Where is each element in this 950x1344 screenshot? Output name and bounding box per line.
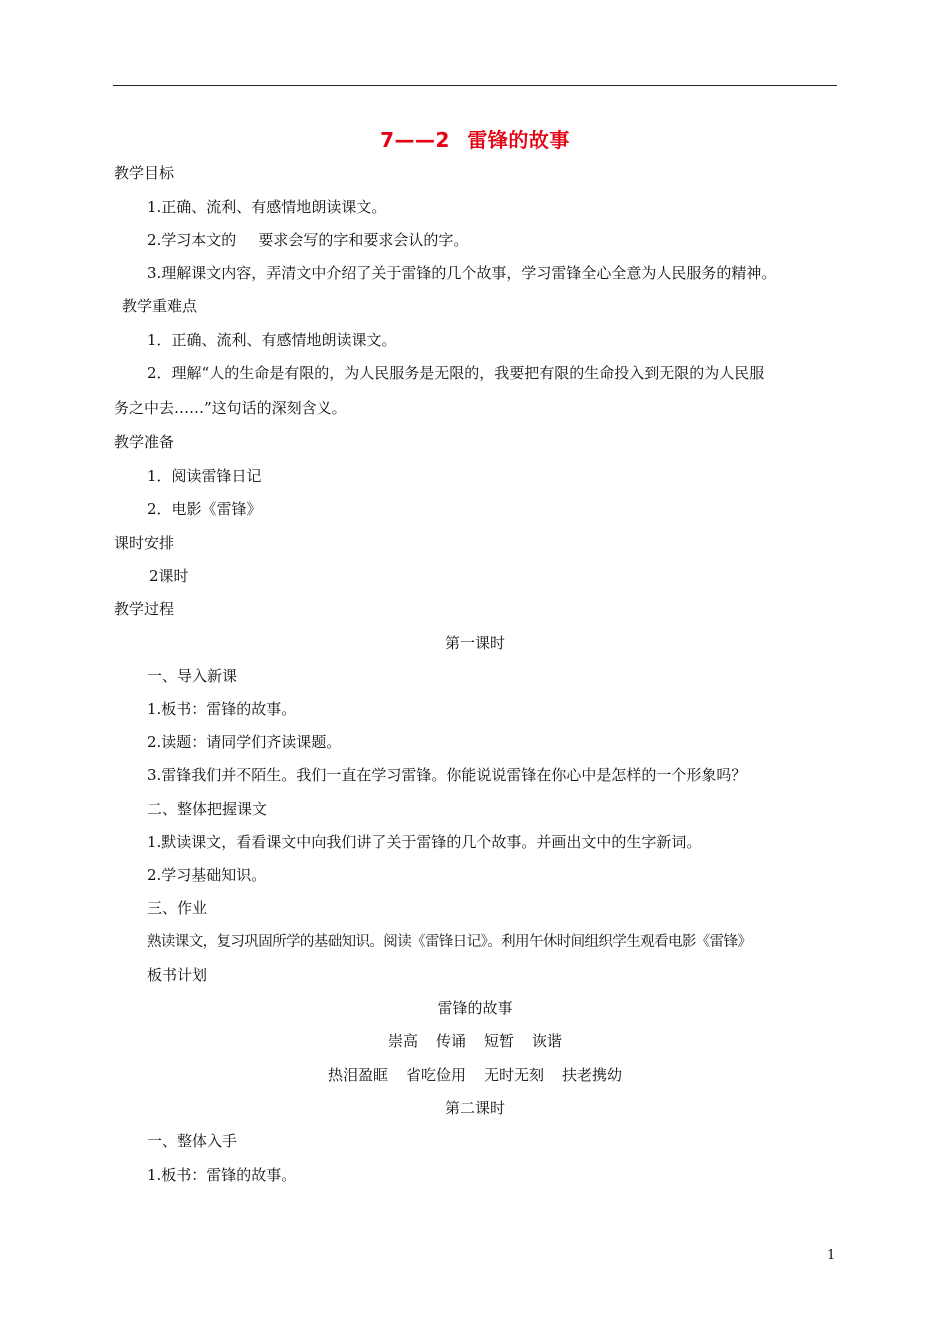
lesson1-line: 二、整体把握课文 bbox=[147, 800, 268, 818]
key-point-item-cont: 务之中去……”这句话的深刻含义。 bbox=[114, 399, 347, 417]
board-plan-heading: 板书计划 bbox=[147, 966, 208, 984]
lesson1-title: 第一课时 bbox=[444, 634, 505, 652]
lesson-title bbox=[0, 124, 950, 153]
board-words-row: 崇高 传诵 短暂 诙谐 bbox=[387, 1032, 563, 1050]
lesson2-line: 1.板书：雷锋的故事。 bbox=[147, 1166, 297, 1184]
page-number: 1 bbox=[827, 1248, 836, 1263]
lesson1-line: 一、导入新课 bbox=[147, 667, 238, 685]
lesson1-line: 熟读课文，复习巩固所学的基础知识。阅读《雷锋日记》。利用午休时间组织学生观看电影《雷锋》 bbox=[147, 934, 752, 950]
preparation-item: 2．电影《雷锋》 bbox=[147, 500, 262, 518]
key-point-item: 1．正确、流利、有感情地朗读课文。 bbox=[147, 331, 397, 349]
board-words-row: 热泪盈眶 省吃俭用 无时无刻 扶老携幼 bbox=[327, 1066, 623, 1084]
lesson-number: 7——2 bbox=[380, 128, 450, 152]
preparation-heading: 教学准备 bbox=[114, 433, 175, 451]
key-points-heading: 教学重难点 bbox=[122, 297, 198, 315]
lesson-title-text: 雷锋的故事 bbox=[467, 128, 570, 152]
lesson1-line: 3.雷锋我们并不陌生。我们一直在学习雷锋。你能说说雷锋在你心中是怎样的一个形象吗？ bbox=[147, 766, 747, 784]
lesson1-line: 1.板书：雷锋的故事。 bbox=[147, 700, 297, 718]
lesson1-line: 2.学习基础知识。 bbox=[147, 866, 267, 884]
lesson1-line: 2.读题：请同学们齐读课题。 bbox=[147, 733, 342, 751]
preparation-item: 1．阅读雷锋日记 bbox=[147, 467, 262, 485]
lesson2-line: 一、整体入手 bbox=[147, 1132, 238, 1150]
objective-item: 1.正确、流利、有感情地朗读课文。 bbox=[147, 198, 387, 216]
board-title: 雷锋的故事 bbox=[437, 999, 513, 1017]
lesson1-line: 三、作业 bbox=[147, 899, 208, 917]
objectives-heading: 教学目标 bbox=[114, 164, 175, 182]
schedule-value: 2课时 bbox=[149, 567, 189, 585]
schedule-heading: 课时安排 bbox=[114, 534, 175, 552]
lesson2-title: 第二课时 bbox=[444, 1099, 505, 1117]
lesson1-line: 1.默读课文，看看课文中向我们讲了关于雷锋的几个故事。并画出文中的生字新词。 bbox=[147, 833, 702, 851]
key-point-item: 2．理解“人的生命是有限的，为人民服务是无限的，我要把有限的生命投入到无限的为人民服 bbox=[147, 364, 765, 382]
objective-item: 2.学习本文的 要求会写的字和要求会认的字。 bbox=[147, 231, 469, 249]
header-rule bbox=[113, 85, 837, 86]
objective-item: 3.理解课文内容，弄清文中介绍了关于雷锋的几个故事，学习雷锋全心全意为人民服务的精神。 bbox=[147, 264, 777, 282]
process-heading: 教学过程 bbox=[114, 600, 175, 618]
